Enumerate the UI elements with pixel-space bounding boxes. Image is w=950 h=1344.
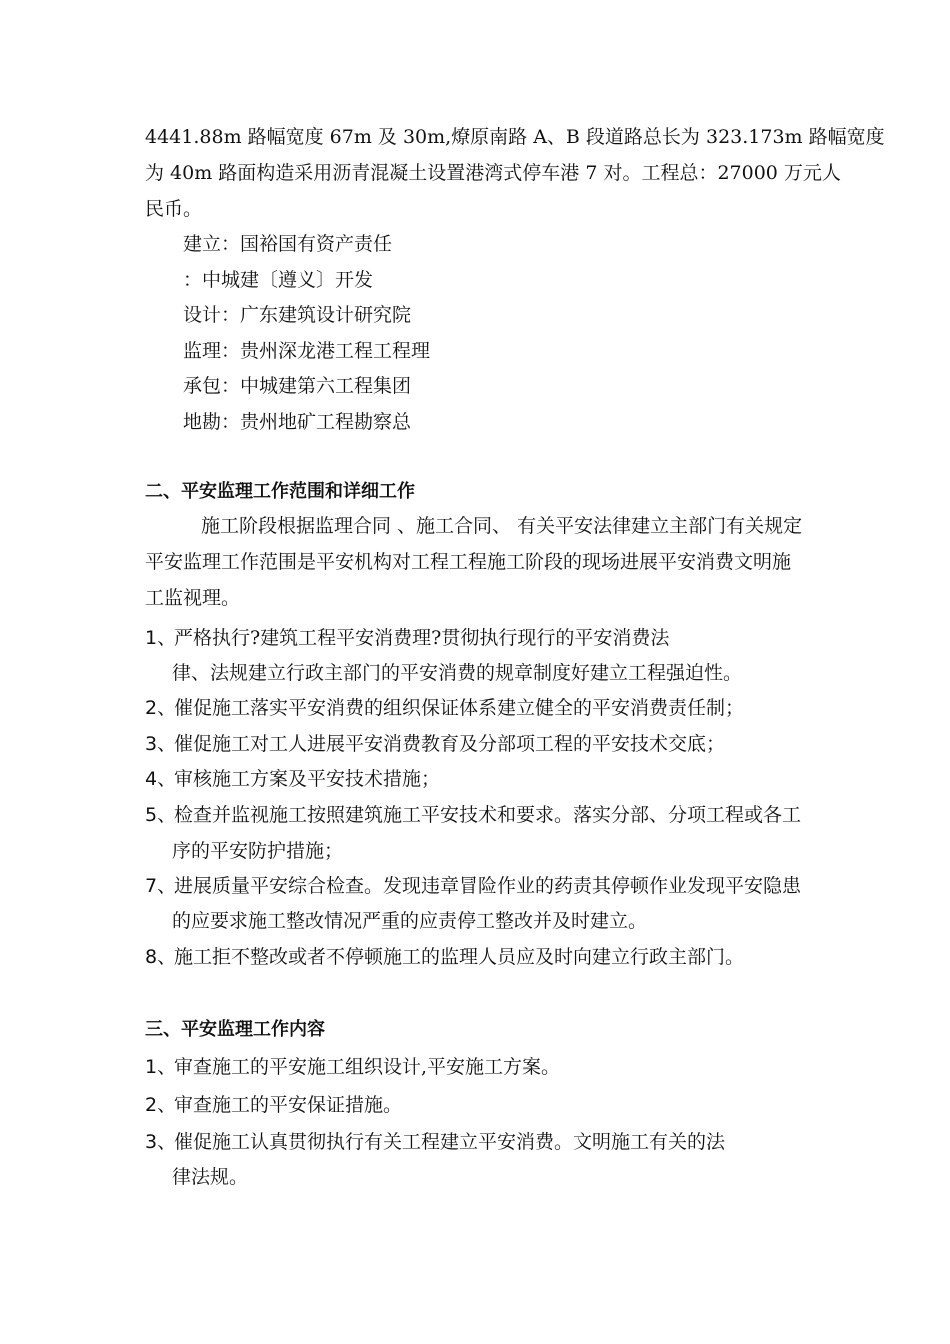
intro-line-2: 为 40m 路面构造采用沥青混凝土设置港湾式停车港 7 对。工程总：27000 万元人 — [145, 162, 841, 184]
list-item-text: 催促施工对工人进展平安消费教育及分部项工程的平安技术交底； — [174, 733, 726, 755]
list-item-number: 5、 — [145, 804, 177, 826]
list-item-text: 审查施工的平安施工组织设计,平安施工方案。 — [174, 1056, 561, 1078]
list-item-text: 施工拒不整改或者不停顿施工的监理人员应及时向建立行政主部门。 — [174, 946, 745, 968]
section-2-para-line-3: 工监视理。 — [145, 587, 241, 609]
list-item-text: 审查施工的平安保证措施。 — [174, 1094, 403, 1116]
party-developer: ：中城建〔遵义〕开发 — [183, 269, 374, 291]
list-item-text-cont: 序的平安防护措施； — [172, 840, 344, 862]
list-item-number: 2、 — [145, 697, 177, 719]
list-item-number: 3、 — [145, 733, 177, 755]
list-item-text: 催促施工认真贯彻执行有关工程建立平安消费。文明施工有关的法 — [174, 1131, 726, 1153]
party-designer: 设计：广东建筑设计研究院 — [183, 304, 412, 326]
list-item-text-cont: 的应要求施工整改情况严重的应责停工整改并及时建立。 — [172, 910, 648, 932]
party-survey: 地勘：贵州地矿工程勘察总 — [183, 411, 412, 433]
section-3-title: 三、平安监理工作内容 — [145, 1019, 325, 1040]
list-item-text: 进展质量平安综合检查。发现违章冒险作业的药责其停顿作业发现平安隐患 — [174, 875, 802, 897]
intro-line-1: 4441.88m 路幅宽度 67m 及 30m,燎原南路 A、B 段道路总长为 323.173m 路幅宽度 — [145, 126, 885, 148]
list-item-number: 8、 — [145, 946, 177, 968]
list-item-text: 审核施工方案及平安技术措施； — [174, 768, 441, 790]
list-item-number: 1、 — [145, 1056, 177, 1078]
party-supervisor: 监理：贵州深龙港工程工程理 — [183, 340, 431, 362]
list-item-number: 7、 — [145, 875, 177, 897]
list-item-number: 1、 — [145, 627, 177, 649]
list-item-text: 催促施工落实平安消费的组织保证体系建立健全的平安消费责任制； — [174, 697, 745, 719]
list-item-number: 3、 — [145, 1131, 177, 1153]
list-item-text-cont: 律法规。 — [172, 1166, 249, 1188]
section-2-title: 二、平安监理工作范围和详细工作 — [145, 481, 415, 502]
list-item-number: 4、 — [145, 768, 177, 790]
section-2-para-line-2: 平安监理工作范围是平安机构对工程工程施工阶段的现场进展平安消费文明施 — [145, 551, 792, 573]
section-2-para-line-1: 施工阶段根据监理合同 、施工合同、 有关平安法律建立主部门有关规定 — [201, 515, 803, 537]
list-item-number: 2、 — [145, 1094, 177, 1116]
party-client: 建立：国裕国有资产责任 — [183, 233, 393, 255]
list-item-text-cont: 律、法规建立行政主部门的平安消费的规章制度好建立工程强迫性。 — [172, 662, 743, 684]
party-contractor: 承包：中城建第六工程集团 — [183, 375, 412, 397]
intro-line-3: 民币。 — [145, 198, 203, 220]
list-item-text: 严格执行?建筑工程平安消费理?贯彻执行现行的平安消费法 — [174, 627, 670, 649]
list-item-text: 检查并监视施工按照建筑施工平安技术和要求。落实分部、分项工程或各工 — [174, 804, 802, 826]
